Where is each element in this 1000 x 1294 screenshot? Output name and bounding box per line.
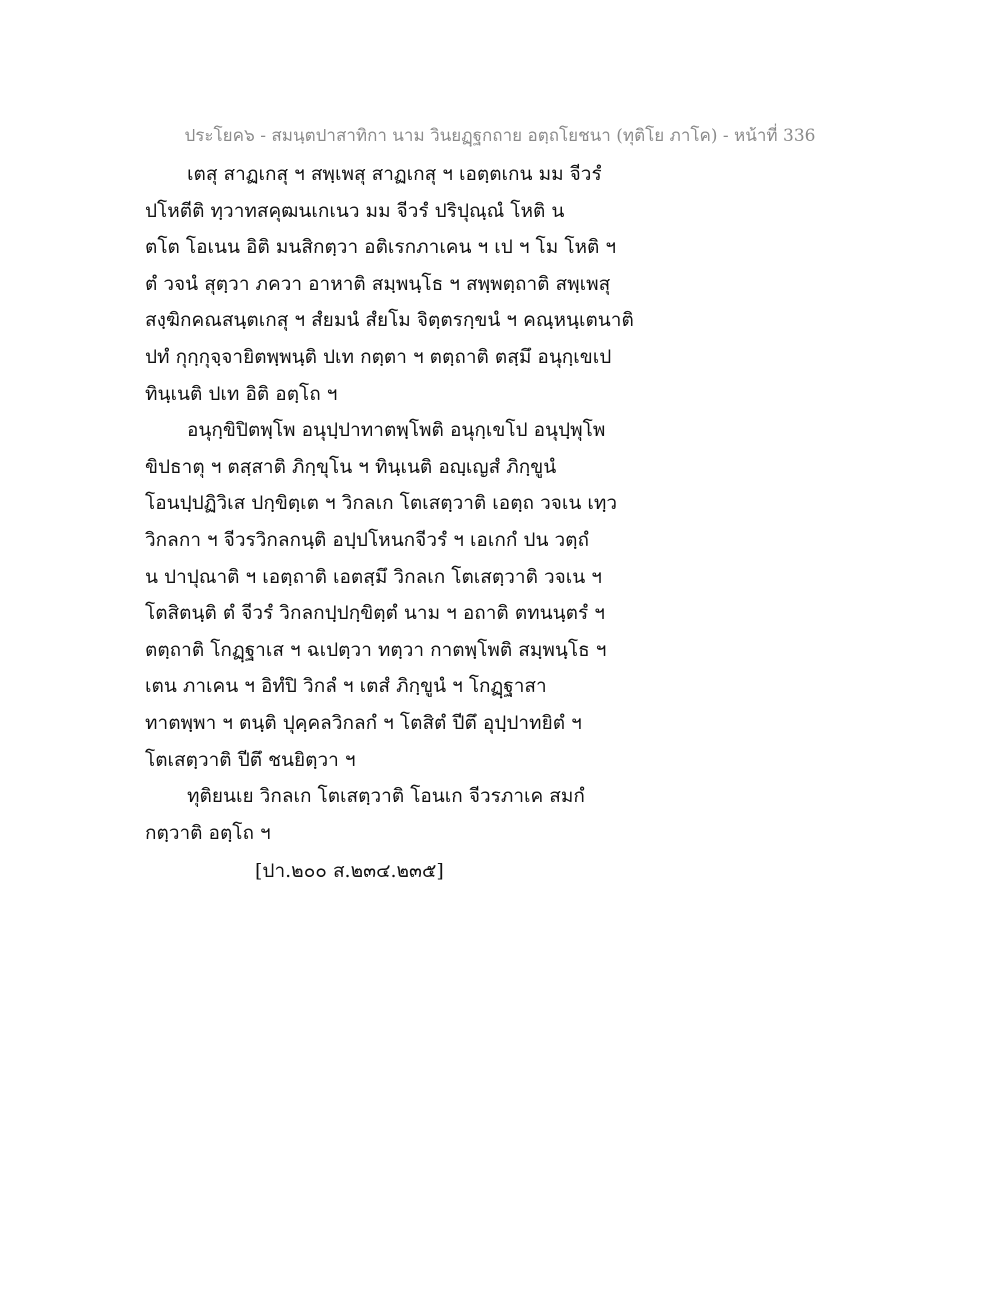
text-line: ทาตพฺพา ฯ ตนฺติ ปุคฺคลวิกลกํ ฯ โตสิตํ ปีตึ อุปฺปาทยิตํ ฯ — [145, 711, 582, 734]
text-line: ตํ วจนํ สุตฺวา ภควา อาหาติ สมฺพนฺโธ ฯ สพฺพตฺถาติ สพฺเพสุ — [145, 272, 611, 295]
reference-citation: [ปา.๒๐๐ ส.๒๓๔.๒๓๕] — [255, 860, 444, 883]
text-line: กตฺวาติ อตฺโถ ฯ — [145, 821, 271, 844]
text-line: อนุกฺขิปิตพฺโพ อนุปฺปาทาตพฺโพติ อนุกฺเขโป อนุปฺพุโพ — [187, 419, 606, 442]
text-line: ทินฺเนติ ปเท อิติ อตฺโถ ฯ — [145, 382, 338, 405]
text-line: ปทํ กุกฺกุจฺจายิตพฺพนฺติ ปเท กตฺตา ฯ ตตฺถาติ ตสฺมึ อนุกฺเขเป — [145, 345, 612, 368]
text-line: น ปาปุณาติ ฯ เอตฺถาติ เอตสฺมึ วิกลเก โตเสตฺวาติ วจเน ฯ — [145, 565, 602, 588]
page-header: ประโยค๖ - สมนฺตปาสาทิกา นาม วินยฏฺฐกถาย อตฺถโยชนา (ทุติโย ภาโค) - หน้าที่ 336 — [184, 126, 816, 146]
text-line: ทุติยนเย วิกลเก โตเสตฺวาติ โอนเก จีวรภาเค สมกํ — [187, 785, 585, 808]
text-line: โตสิตนฺติ ตํ จีวรํ วิกลกปฺปกฺขิตฺตํ นาม ฯ อถาติ ตทนนฺตรํ ฯ — [145, 602, 605, 625]
text-line: โอนปฺปฏิวิเส ปกฺขิตฺเต ฯ วิกลเก โตเสตฺวาติ เอตฺถ วจเน เทฺว — [145, 492, 618, 515]
text-line: ปโหตีติ ทฺวาทสคุฒนเกเนว มม จีวรํ ปริปุณฺณํ โหติ น — [145, 199, 565, 222]
text-line: ขิปธาตุ ฯ ตสฺสาติ ภิกฺขุโน ฯ ทินฺเนติ อญฺเญสํ ภิกฺขูนํ — [145, 455, 557, 478]
text-line: วิกลกา ฯ จีวรวิกลกนฺติ อปฺปโหนกจีวรํ ฯ เอเกกํ ปน วตฺถํ — [145, 528, 589, 551]
text-line: เตสุ สาฏเกสุ ฯ สพฺเพสุ สาฏเกสุ ฯ เอตฺตเกน มม จีวรํ — [187, 163, 602, 185]
text-line: ตโต โอเนน อิติ มนสิกตฺวา อติเรกภาเคน ฯ เป ฯ โม โหติ ฯ — [145, 236, 617, 259]
text-line: สงฺฆิกคณสนฺตเกสุ ฯ สํยมนํ สํยโม จิตฺตรกฺขนํ ฯ คณฺหนฺเตนาติ — [145, 309, 634, 332]
text-line: ตตฺถาติ โกฏฺฐาเส ฯ ฉเปตฺวา ทตฺวา กาตพฺโพติ สมฺพนฺโธ ฯ — [145, 638, 607, 661]
text-line: โตเสตฺวาติ ปีตึ ชนยิตฺวา ฯ — [145, 748, 356, 771]
text-line: เตน ภาเคน ฯ อิทํปิ วิกลํ ฯ เตสํ ภิกฺขูนํ ฯ โกฏฺฐาสา — [145, 675, 547, 698]
body-text — [145, 156, 645, 891]
